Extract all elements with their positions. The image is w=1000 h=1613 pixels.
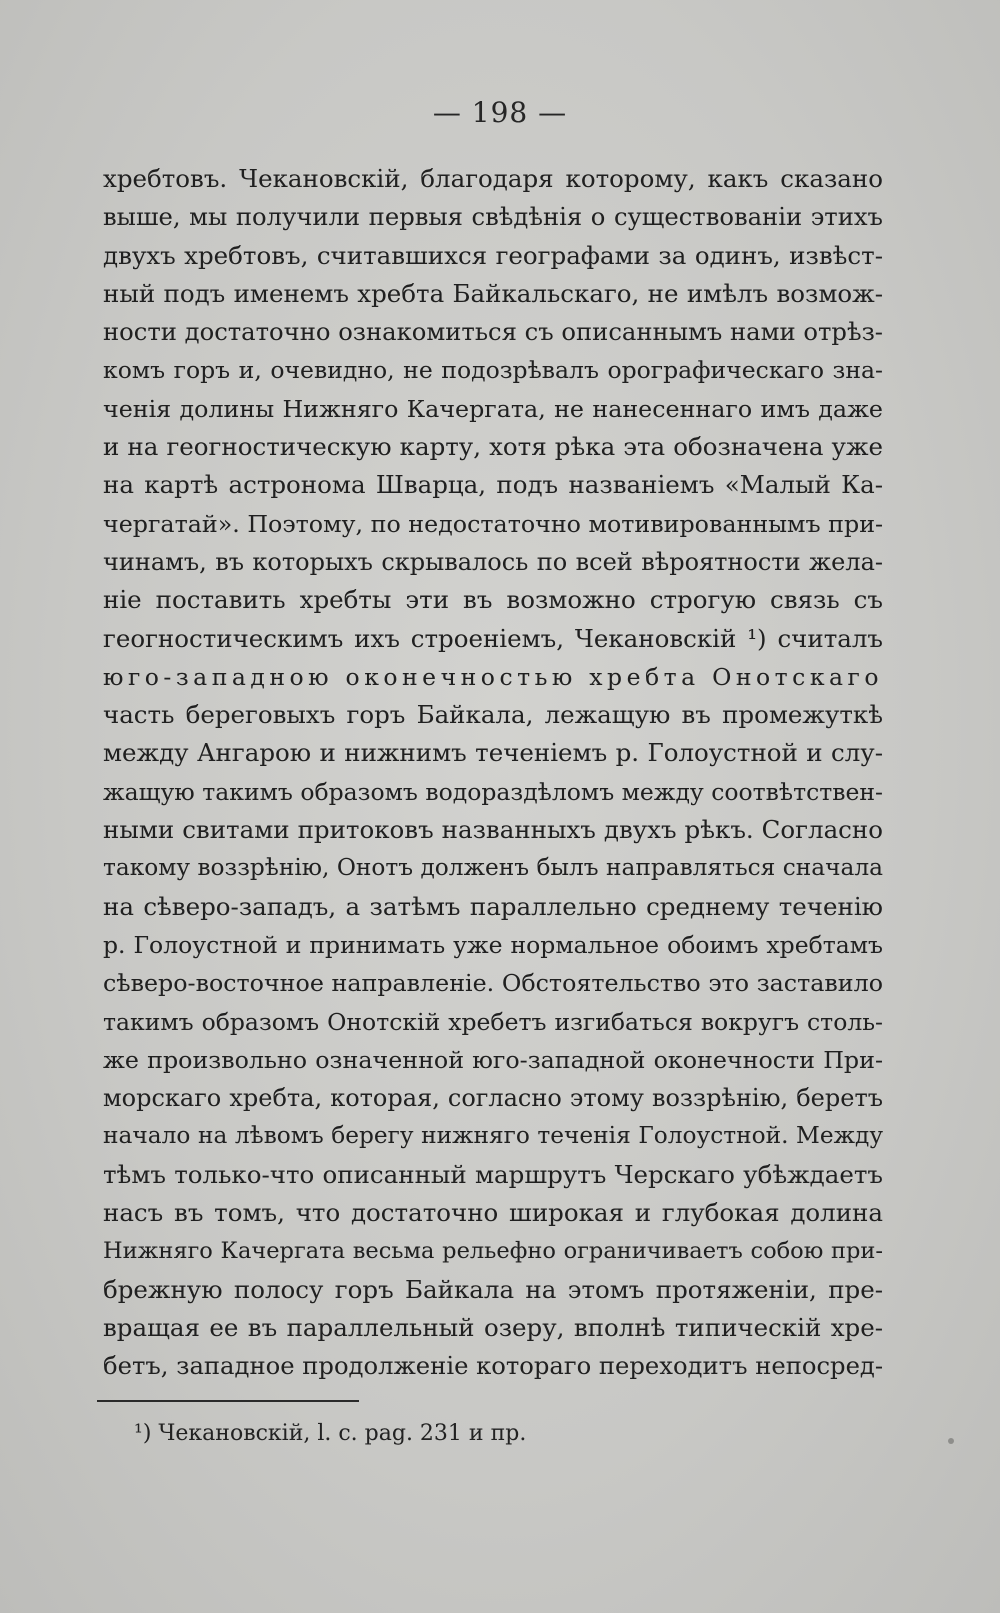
- text-line: насъ въ томъ, что достаточно широкая и глубокая долина: [103, 1198, 883, 1228]
- text-line: тѣмъ только-что описанный маршрутъ Черскаго убѣждаетъ: [103, 1159, 883, 1189]
- text-line: ными свитами притоковъ названныхъ двухъ рѣкъ. Согласно: [103, 815, 883, 845]
- text-line: геогностическимъ ихъ строеніемъ, Чекановскій ¹) считалъ: [103, 623, 883, 653]
- text-line: же произвольно означенной юго-западной оконечности При-: [103, 1045, 883, 1074]
- text-line: ный подъ именемъ хребта Байкальскаго, не имѣлъ возмож-: [103, 278, 883, 308]
- text-line: и на геогностическую карту, хотя рѣка эта обозначена уже: [103, 432, 883, 462]
- text-line: сѣверо-восточное направленіе. Обстоятельство это заставило: [103, 969, 883, 998]
- text-line: жащую такимъ образомъ водораздѣломъ между соотвѣтствен-: [103, 777, 883, 806]
- text-line: р. Голоустной и принимать уже нормальное обоимъ хребтамъ: [103, 930, 883, 959]
- text-line: на сѣверо-западъ, а затѣмъ параллельно среднему теченію: [103, 891, 883, 921]
- footnote: ¹) Чекановскій, l. c. pag. 231 и пр.: [134, 1421, 527, 1446]
- text-line: комъ горъ и, очевидно, не подозрѣвалъ орографическаго зна-: [103, 356, 883, 385]
- text-line: чинамъ, въ которыхъ скрывалось по всей вѣроятности жела-: [103, 547, 883, 576]
- text-line: ніе поставить хребты эти въ возможно строгую связь съ: [103, 585, 883, 615]
- text-line: ченія долины Нижняго Качергата, не нанесеннаго имъ даже: [103, 394, 883, 423]
- body-text: [103, 160, 883, 1386]
- footnote-divider: [97, 1400, 359, 1402]
- text-line: чергатай». Поэтому, по недостаточно мотивированнымъ при-: [103, 509, 884, 538]
- text-line: морскаго хребта, которая, согласно этому воззрѣнію, беретъ: [103, 1084, 883, 1113]
- text-line: на картѣ астронома Шварца, подъ названіемъ «Малый Ка-: [103, 470, 883, 500]
- text-line: вращая ее въ параллельный озеру, вполнѣ типическій хре-: [103, 1312, 883, 1342]
- text-line: между Ангарою и нижнимъ теченіемъ р. Голоустной и слу-: [103, 738, 883, 768]
- text-line: выше, мы получили первыя свѣдѣнія о существованіи этихъ: [103, 202, 883, 232]
- text-line: такому воззрѣнію, Онотъ долженъ былъ направляться сначала: [103, 854, 883, 882]
- text-line: хребтовъ. Чекановскій, благодаря которому, какъ сказано: [103, 164, 883, 193]
- text-line: Нижняго Качергата весьма рельефно ограничиваетъ собою при-: [103, 1238, 883, 1265]
- text-line: брежную полосу горъ Байкала на этомъ протяженіи, пре-: [103, 1274, 883, 1304]
- text-line: бетъ, западное продолженіе котораго переходитъ непосред-: [103, 1351, 884, 1381]
- text-line: начало на лѣвомъ берегу нижняго теченія Голоустной. Между: [103, 1122, 883, 1150]
- text-line: часть береговыхъ горъ Байкала, лежащую въ промежуткѣ: [103, 700, 883, 730]
- text-line: ности достаточно ознакомиться съ описаннымъ нами отрѣз-: [103, 317, 883, 347]
- text-line: двухъ хребтовъ, считавшихся географами за одинъ, извѣст-: [103, 240, 883, 270]
- page-number: — 198 —: [432, 96, 568, 129]
- paper-speck: [948, 1438, 954, 1444]
- text-line: такимъ образомъ Онотскій хребетъ изгибаться вокругъ столь-: [103, 1007, 883, 1036]
- text-line: юго-западною оконечностью хребта Онотскаго: [103, 662, 883, 691]
